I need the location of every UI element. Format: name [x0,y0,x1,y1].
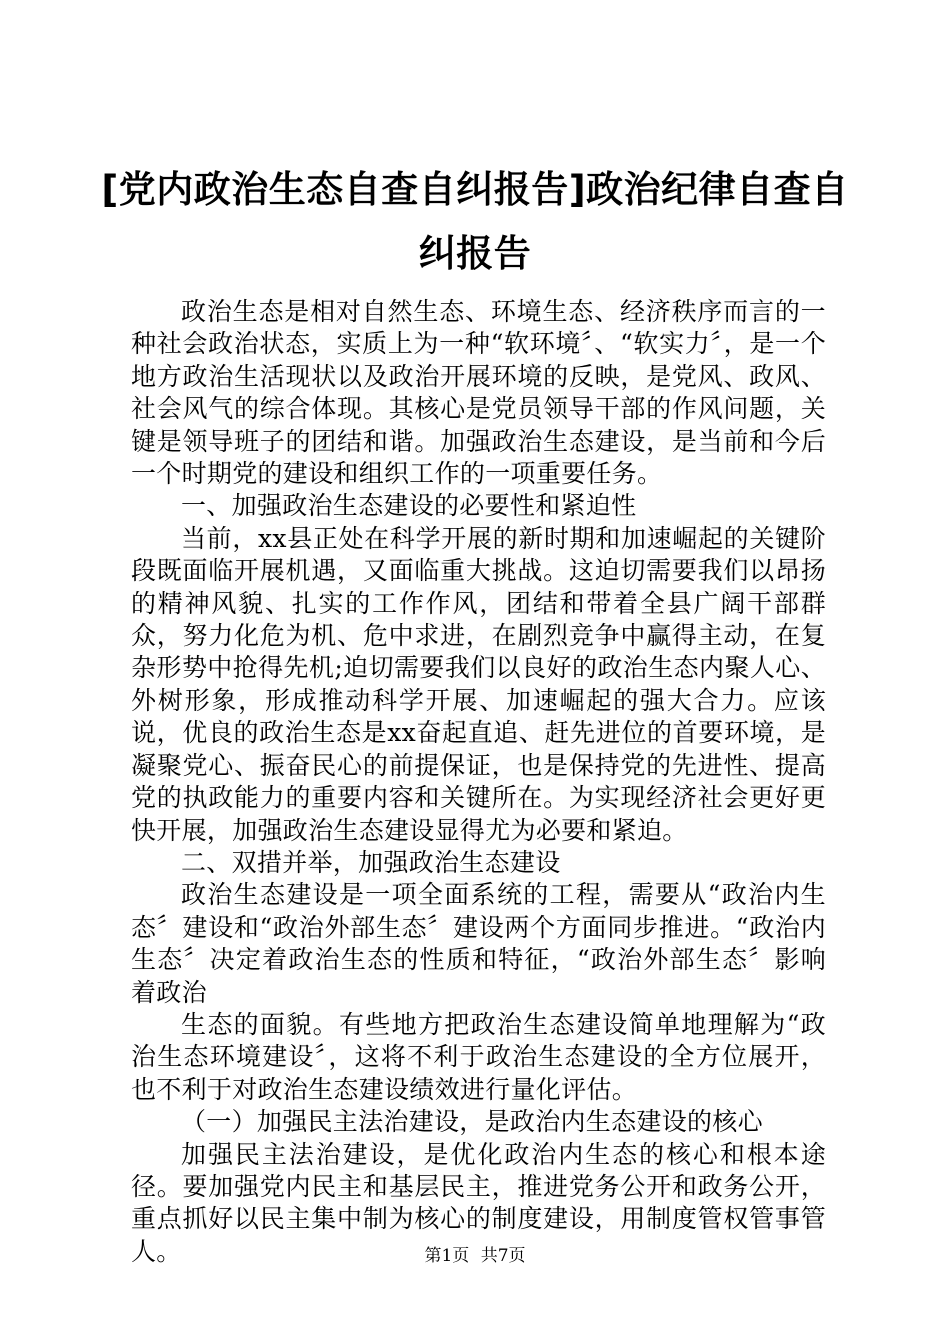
paragraph-section-2b: 生态的面貌。有些地方把政治生态建设简单地理解为“政治生态环境建设〞，这将不利于政治生态建设的全方位展开，也不利于对政治生态建设绩效进行量化评估。 [131,1009,826,1104]
document-body [131,296,826,1268]
page-total: 共7页 [480,1246,526,1266]
section-heading-1: 一、加强政治生态建设的必要性和紧迫性 [181,491,637,521]
page-footer [0,1244,950,1268]
section-heading-2: 二、双措并举，加强政治生态建设 [181,847,561,877]
document-title: [党内政治生态自查自纠报告]政治纪律自查自纠报告 [101,168,849,275]
paragraph-section-1: 当前，xx县正处在科学开展的新时期和加速崛起的关键阶段既面临开展机遇，又面临重大挑战。这迫切需要我们以昂扬的精神风貌、扎实的工作作风，团结和带着全县广阔干部群众，努力化危为机、危中求进，在剧烈竞争中赢得主动，在复杂形势中抢得先机;迫切需要我们以良好的政治生态内聚人心、外树形象，形成推动科学开展、加速崛起的强大合力。应该说，优良的政治生态是xx奋起直追、赶先进位的首要环境，是凝聚党心、振奋民心的前提保证，也是保持党的先进性、提高党的执政能力的重要内容和关键所在。为实现经济社会更好更快开展，加强政治生态建设显得尤为必要和紧迫。 [131,523,826,845]
paragraph-intro: 政治生态是相对自然生态、环境生态、经济秩序而言的一种社会政治状态，实质上为一种“软环境〞、“软实力〞，是一个地方政治生活现状以及政治开展环境的反映，是党风、政风、社会风气的综合体现。其核心是党员领导干部的作风问题，关键是领导班子的团结和谐。加强政治生态建设，是当前和今后一个时期党的建设和组织工作的一项重要任务。 [131,297,826,489]
paragraph-subsection-1: 加强民主法治建设，是优化政治内生态的核心和根本途径。要加强党内民主和基层民主，推进党务公开和政务公开，重点抓好以民主集中制为核心的制度建设，用制度管权管事管人。 [131,1139,826,1266]
paragraph-section-2a: 政治生态建设是一项全面系统的工程，需要从“政治内生态〞建设和“政治外部生态〞建设两个方面同步推进。“政治内生态〞决定着政治生态的性质和特征，“政治外部生态〞影响着政治 [131,880,826,1007]
page-number: 第1页 [424,1246,470,1266]
subsection-heading-1: （一）加强民主法治建设，是政治内生态建设的核心 [181,1107,763,1137]
